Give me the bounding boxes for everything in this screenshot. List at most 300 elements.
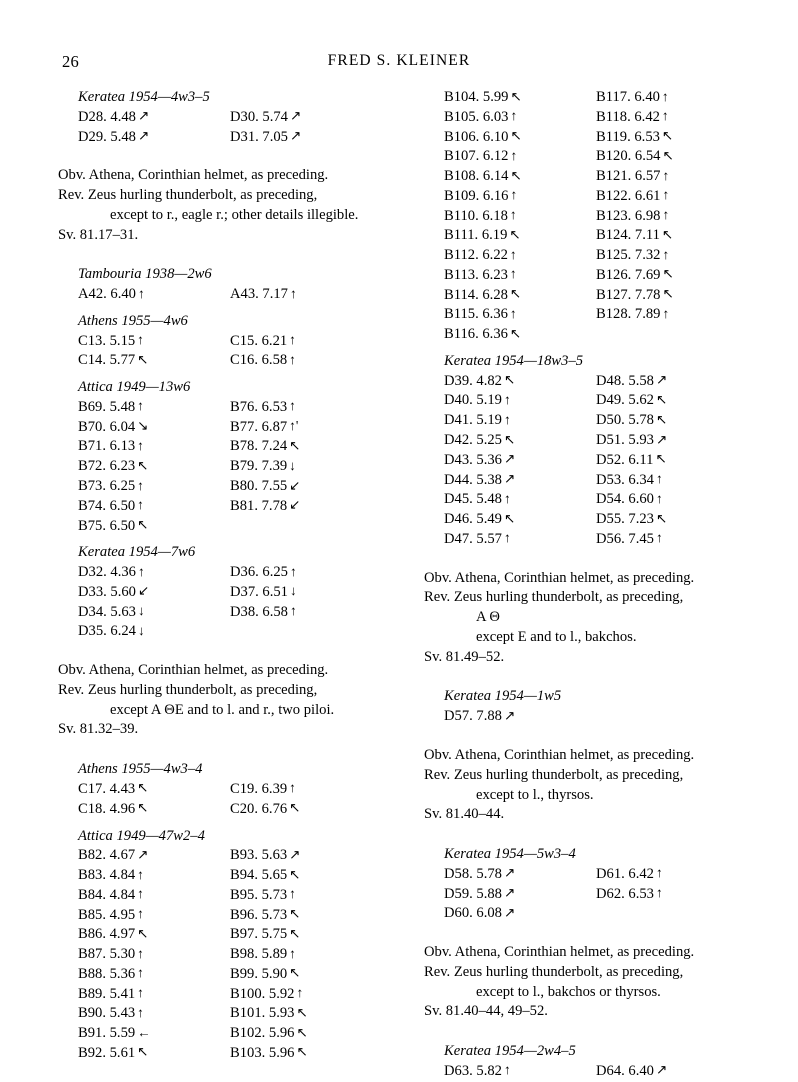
coin-entry-label: D54. 6.60 bbox=[596, 491, 654, 508]
coin-entry bbox=[596, 305, 756, 325]
coin-entry-row bbox=[78, 866, 390, 886]
svoronos-reference: Sv. 81.49–52. bbox=[424, 648, 505, 665]
coin-entry-label: C13. 5.15 bbox=[78, 332, 136, 349]
coin-entry-label: B70. 6.04 bbox=[78, 418, 136, 435]
coin-entry-label: D33. 5.60 bbox=[78, 583, 136, 600]
coin-entry-list bbox=[58, 332, 390, 372]
coin-entry bbox=[78, 925, 230, 945]
reverse-line: Rev. Zeus hurling thunderbolt, as preceding, bbox=[424, 766, 684, 783]
coin-entry-label: B108. 6.14 bbox=[444, 168, 509, 185]
reverse-line: Rev. Zeus hurling thunderbolt, as preceding, bbox=[58, 681, 318, 698]
die-axis-arrow-icon: ↗ bbox=[655, 372, 668, 388]
die-axis-arrow-icon: ↑ bbox=[137, 477, 144, 493]
spacer bbox=[424, 550, 756, 569]
spacer bbox=[58, 245, 390, 258]
coin-entry-row bbox=[444, 865, 756, 885]
die-axis-arrow-icon: ↖ bbox=[137, 517, 149, 533]
coin-entry-label: D38. 6.58 bbox=[230, 603, 288, 620]
die-axis-arrow-icon: ↑ bbox=[289, 398, 296, 414]
coin-entry-row bbox=[78, 1024, 390, 1044]
coin-entry-row bbox=[444, 246, 756, 266]
coin-entry-list bbox=[424, 88, 756, 345]
page-number: 26 bbox=[62, 52, 79, 71]
coin-entry-row bbox=[78, 886, 390, 906]
coin-entry bbox=[230, 1004, 390, 1024]
die-axis-arrow-icon: ↑ bbox=[662, 207, 670, 223]
coin-entry-label: D64. 6.40 bbox=[596, 1062, 654, 1079]
die-axis-arrow-icon: ↑ bbox=[503, 530, 511, 546]
coin-entry-label: B89. 5.41 bbox=[78, 985, 136, 1002]
coin-entry-label: D34. 5.63 bbox=[78, 603, 136, 620]
coin-entry-list bbox=[58, 563, 390, 642]
coin-entry bbox=[78, 866, 230, 886]
coin-entry-label: D41. 5.19 bbox=[444, 412, 502, 429]
die-axis-arrow-icon: ↗ bbox=[503, 471, 516, 487]
die-axis-arrow-icon: ↖ bbox=[137, 780, 149, 796]
die-axis-arrow-icon: ↗ bbox=[137, 846, 149, 862]
coin-entry bbox=[444, 246, 596, 266]
die-axis-arrow-icon: ↙ bbox=[289, 497, 301, 513]
coin-entry-label: B106. 6.10 bbox=[444, 128, 509, 145]
coin-entry-row bbox=[444, 187, 756, 207]
obverse-line: Obv. Athena, Corinthian helmet, as preceding. bbox=[424, 746, 695, 763]
die-axis-arrow-icon: ↖ bbox=[137, 351, 149, 367]
coin-entry-row bbox=[78, 437, 390, 457]
coin-entry-label: B127. 7.78 bbox=[596, 286, 661, 303]
coin-entry-label: D55. 7.23 bbox=[596, 511, 654, 528]
coin-entry-label: D37. 6.51 bbox=[230, 583, 288, 600]
coin-entry bbox=[444, 411, 596, 431]
die-axis-arrow-icon: ↓ bbox=[137, 603, 145, 619]
coin-entry-label: D53. 6.34 bbox=[596, 471, 654, 488]
exception-line: except to l., thyrsos. bbox=[476, 786, 594, 803]
coin-entry-row bbox=[78, 846, 390, 866]
coin-entry-row bbox=[78, 583, 390, 603]
coin-entry bbox=[230, 965, 390, 985]
coin-entry-label: B95. 5.73 bbox=[230, 886, 288, 903]
die-axis-arrow-icon: ↗ bbox=[655, 1062, 668, 1078]
coin-entry bbox=[78, 1044, 230, 1064]
coin-entry bbox=[230, 925, 390, 945]
coin-entry-row bbox=[78, 1004, 390, 1024]
coin-entry bbox=[78, 1024, 230, 1044]
die-axis-arrow-icon: ↑ bbox=[510, 147, 518, 163]
coin-entry bbox=[596, 411, 756, 431]
coin-entry-row bbox=[444, 707, 756, 727]
die-axis-arrow-icon: ↑ bbox=[655, 471, 663, 487]
die-axis-arrow-icon: ↑ bbox=[137, 906, 144, 922]
coin-entry-label: B81. 7.78 bbox=[230, 497, 288, 514]
die-axis-arrow-icon: ↖ bbox=[661, 128, 674, 144]
coin-entry bbox=[78, 285, 230, 305]
coin-entry bbox=[78, 846, 230, 866]
coin-entry-row bbox=[444, 490, 756, 510]
description-note bbox=[424, 569, 756, 668]
coin-entry bbox=[230, 477, 390, 497]
coin-entry-row bbox=[444, 904, 756, 924]
coin-entry bbox=[444, 530, 596, 550]
coin-entry-label: C18. 4.96 bbox=[78, 800, 136, 817]
coin-entry-row bbox=[78, 497, 390, 517]
coin-entry bbox=[596, 510, 756, 530]
coin-entry-label: B72. 6.23 bbox=[78, 458, 136, 475]
die-axis-arrow-icon: ↖ bbox=[296, 1024, 308, 1040]
coin-entry-label: B87. 5.30 bbox=[78, 946, 136, 963]
coin-entry-row bbox=[78, 517, 390, 537]
coin-entry-row bbox=[444, 128, 756, 148]
spacer bbox=[424, 838, 756, 845]
coin-entry-list bbox=[58, 780, 390, 820]
coin-entry-row bbox=[444, 305, 756, 325]
description-note bbox=[58, 661, 390, 740]
coin-entry bbox=[78, 886, 230, 906]
die-axis-arrow-icon: ↗ bbox=[289, 846, 301, 862]
coin-entry bbox=[78, 780, 230, 800]
hoard-group-title: Attica 1949—47w2–4 bbox=[78, 827, 205, 844]
svoronos-reference: Sv. 81.40–44. bbox=[424, 806, 505, 823]
spacer bbox=[424, 345, 756, 352]
svoronos-reference: Sv. 81.40–44, 49–52. bbox=[424, 1003, 548, 1020]
coin-entry-label: B124. 7.11 bbox=[596, 227, 660, 244]
coin-entry bbox=[596, 865, 756, 885]
die-axis-arrow-icon: ↑ bbox=[655, 865, 663, 881]
spacer bbox=[424, 667, 756, 680]
description-note bbox=[424, 746, 756, 825]
obverse-line: Obv. Athena, Corinthian helmet, as preceding. bbox=[424, 569, 695, 586]
coin-entry-label: C14. 5.77 bbox=[78, 352, 136, 369]
coin-entry-label: B73. 6.25 bbox=[78, 478, 136, 495]
hoard-group-title: Athens 1955—4w3–4 bbox=[78, 761, 203, 778]
coin-entry-label: D51. 5.93 bbox=[596, 432, 654, 449]
die-axis-arrow-icon: ↑ bbox=[137, 945, 144, 961]
die-axis-arrow-icon: ↖ bbox=[509, 226, 521, 242]
coin-entry-row bbox=[78, 603, 390, 623]
coin-entry-label: D30. 5.74 bbox=[230, 108, 288, 125]
coin-entry bbox=[78, 497, 230, 517]
coin-entry-label: B119. 6.53 bbox=[596, 128, 660, 145]
die-axis-arrow-icon: ↑ bbox=[137, 563, 145, 579]
coin-entry bbox=[596, 147, 756, 167]
coin-entry-label: D32. 4.36 bbox=[78, 564, 136, 581]
coin-entry bbox=[230, 418, 390, 438]
coin-entry-row bbox=[78, 1044, 390, 1064]
die-axis-arrow-icon: ↑ bbox=[289, 563, 297, 579]
die-axis-arrow-icon: ↖ bbox=[289, 965, 301, 981]
obverse-line: Obv. Athena, Corinthian helmet, as preceding. bbox=[424, 944, 695, 961]
coin-entry-row bbox=[78, 800, 390, 820]
coin-entry bbox=[78, 603, 230, 623]
coin-entry-label: B121. 6.57 bbox=[596, 168, 661, 185]
die-axis-arrow-icon: ↖ bbox=[510, 167, 522, 183]
reverse-line: Rev. Zeus hurling thunderbolt, as preceding, bbox=[424, 589, 684, 606]
die-axis-arrow-icon: ↖ bbox=[289, 866, 301, 882]
die-axis-arrow-icon: ↖ bbox=[661, 226, 674, 242]
die-axis-arrow-icon: ↑ bbox=[289, 886, 296, 902]
die-axis-arrow-icon: ↖ bbox=[509, 286, 522, 302]
die-axis-arrow-icon: ↑ bbox=[509, 266, 517, 282]
coin-entry-label: D43. 5.36 bbox=[444, 451, 502, 468]
spacer bbox=[58, 753, 390, 760]
coin-entry-row bbox=[78, 108, 390, 128]
obverse-line: Obv. Athena, Corinthian helmet, as preceding. bbox=[58, 167, 329, 184]
coin-entry bbox=[444, 167, 596, 187]
die-axis-arrow-icon: ↗ bbox=[503, 904, 516, 920]
coin-entry-label: B91. 5.59 bbox=[78, 1025, 136, 1042]
coin-entry-label: B94. 5.65 bbox=[230, 867, 288, 884]
coin-entry-label: B92. 5.61 bbox=[78, 1044, 136, 1061]
spacer bbox=[58, 536, 390, 543]
coin-entry-label: B100. 5.92 bbox=[230, 985, 295, 1002]
die-axis-arrow-icon: ↖ bbox=[503, 510, 516, 526]
coin-entry-label: A42. 6.40 bbox=[78, 286, 136, 303]
coin-entry-row bbox=[444, 147, 756, 167]
coin-entry-label: D63. 5.82 bbox=[444, 1062, 502, 1079]
coin-entry-label: B82. 4.67 bbox=[78, 847, 136, 864]
die-axis-arrow-icon: ↑ bbox=[289, 285, 297, 301]
die-axis-arrow-icon: ↗ bbox=[503, 451, 516, 467]
coin-entry bbox=[230, 437, 390, 457]
coin-entry-label: D36. 6.25 bbox=[230, 564, 288, 581]
die-axis-arrow-icon: ↑ bbox=[503, 1062, 511, 1078]
coin-entry bbox=[78, 563, 230, 583]
coin-entry bbox=[78, 800, 230, 820]
coin-entry-label: D57. 7.88 bbox=[444, 708, 502, 725]
die-axis-arrow-icon: ↓ bbox=[289, 583, 297, 599]
die-axis-arrow-icon: ↑ bbox=[137, 965, 144, 981]
spacer bbox=[58, 740, 390, 753]
coin-entry-label: B107. 6.12 bbox=[444, 148, 509, 165]
coin-entry-label: C20. 6.76 bbox=[230, 800, 288, 817]
running-head: FRED S. KLEINER bbox=[327, 52, 471, 69]
coin-entry bbox=[596, 904, 756, 924]
coin-entry-label: D50. 5.78 bbox=[596, 412, 654, 429]
coin-entry-row bbox=[444, 431, 756, 451]
coin-entry bbox=[444, 207, 596, 227]
coin-entry-label: B122. 6.61 bbox=[596, 187, 661, 204]
coin-entry bbox=[444, 325, 596, 345]
coin-entry-label: B97. 5.75 bbox=[230, 926, 288, 943]
coin-entry bbox=[230, 603, 390, 623]
hoard-group-title: Keratea 1954—7w6 bbox=[78, 544, 196, 561]
coin-entry bbox=[230, 906, 390, 926]
die-axis-arrow-icon: ↖ bbox=[503, 431, 516, 447]
coin-entry bbox=[78, 351, 230, 371]
die-axis-arrow-icon: ↗ bbox=[289, 108, 302, 124]
coin-entry bbox=[78, 985, 230, 1005]
coin-entry bbox=[230, 332, 390, 352]
coin-entry bbox=[230, 846, 390, 866]
spacer bbox=[58, 305, 390, 312]
coin-entry-label: D40. 5.19 bbox=[444, 392, 502, 409]
coin-entry-label: C15. 6.21 bbox=[230, 332, 288, 349]
coin-entry bbox=[596, 167, 756, 187]
coin-entry bbox=[596, 226, 756, 246]
coin-entry bbox=[444, 226, 596, 246]
die-axis-arrow-icon: ↖ bbox=[655, 451, 667, 467]
coin-entry-label: B76. 6.53 bbox=[230, 398, 288, 415]
die-axis-arrow-icon: ↑ bbox=[289, 780, 296, 796]
coin-entry bbox=[230, 398, 390, 418]
coin-entry-label: B103. 5.96 bbox=[230, 1044, 295, 1061]
coin-entry-row bbox=[78, 351, 390, 371]
coin-entry-row bbox=[444, 207, 756, 227]
die-axis-arrow-icon: ↖ bbox=[137, 925, 149, 941]
reverse-line: Rev. Zeus hurling thunderbolt, as preceding, bbox=[58, 187, 318, 204]
coin-entry-row bbox=[78, 925, 390, 945]
die-axis-arrow-icon: ↑ bbox=[661, 88, 669, 104]
coin-entry bbox=[596, 530, 756, 550]
die-axis-arrow-icon: ↖ bbox=[509, 325, 522, 341]
coin-entry bbox=[78, 945, 230, 965]
coin-entry bbox=[78, 906, 230, 926]
coin-entry-label: B86. 4.97 bbox=[78, 926, 136, 943]
coin-entry-label: B99. 5.90 bbox=[230, 965, 288, 982]
die-axis-arrow-icon: ↖ bbox=[503, 372, 516, 388]
coin-entry-label: D61. 6.42 bbox=[596, 865, 654, 882]
right-column bbox=[424, 88, 756, 1082]
coin-entry bbox=[78, 128, 230, 148]
svoronos-reference: Sv. 81.17–31. bbox=[58, 226, 139, 243]
coin-entry bbox=[596, 885, 756, 905]
coin-entry-label: D58. 5.78 bbox=[444, 865, 502, 882]
coin-entry bbox=[230, 108, 390, 128]
coin-entry-label: B102. 5.96 bbox=[230, 1025, 295, 1042]
coin-entry-row bbox=[444, 451, 756, 471]
coin-entry-list bbox=[424, 865, 756, 924]
coin-entry-label: D59. 5.88 bbox=[444, 885, 502, 902]
die-axis-arrow-icon: ↑ bbox=[510, 187, 518, 203]
hoard-group-title: Attica 1949—13w6 bbox=[78, 379, 191, 396]
coin-entry bbox=[78, 332, 230, 352]
coin-entry-label: B113. 6.23 bbox=[444, 266, 508, 283]
coin-entry-row bbox=[444, 885, 756, 905]
die-axis-arrow-icon: ↙ bbox=[137, 583, 150, 599]
die-axis-arrow-icon: ↖ bbox=[510, 88, 522, 104]
spacer bbox=[424, 680, 756, 687]
coin-entry-label: B93. 5.63 bbox=[230, 847, 288, 864]
spacer bbox=[58, 371, 390, 378]
coin-entry bbox=[444, 128, 596, 148]
coin-entry-row bbox=[78, 285, 390, 305]
coin-entry bbox=[230, 583, 390, 603]
coin-entry-row bbox=[444, 411, 756, 431]
coin-entry-label: D62. 6.53 bbox=[596, 885, 654, 902]
coin-entry-label: B77. 6.87 bbox=[230, 418, 288, 435]
die-axis-arrow-icon: ↑ bbox=[289, 603, 297, 619]
die-axis-arrow-icon: ↗ bbox=[137, 108, 150, 124]
die-axis-arrow-icon: ↖ bbox=[662, 147, 674, 163]
die-axis-arrow-icon: ↑ bbox=[503, 490, 511, 506]
coin-entry-label: B98. 5.89 bbox=[230, 946, 288, 963]
coin-entry-row bbox=[78, 965, 390, 985]
coin-entry-label: B126. 7.69 bbox=[596, 266, 661, 283]
die-axis-arrow-icon: ↖ bbox=[289, 437, 301, 453]
coin-entry-row bbox=[444, 372, 756, 392]
page-header bbox=[58, 48, 740, 82]
die-axis-arrow-icon: ↓ bbox=[137, 622, 145, 638]
hoard-group-title: Tambouria 1938—2w6 bbox=[78, 266, 212, 283]
coin-entry-row bbox=[444, 266, 756, 286]
coin-entry bbox=[230, 1044, 390, 1064]
coin-entry bbox=[444, 885, 596, 905]
monogram-line: A Θ bbox=[476, 609, 500, 626]
die-axis-arrow-icon: ↖ bbox=[296, 1044, 308, 1060]
coin-entry-row bbox=[444, 530, 756, 550]
coin-entry-label: C16. 6.58 bbox=[230, 352, 288, 369]
coin-entry-list bbox=[58, 108, 390, 148]
coin-entry bbox=[596, 207, 756, 227]
coin-entry-label: D52. 6.11 bbox=[596, 451, 654, 468]
die-axis-arrow-icon: ↑ bbox=[503, 411, 511, 427]
description-note bbox=[424, 943, 756, 1022]
coin-entry-label: D28. 4.48 bbox=[78, 108, 136, 125]
coin-entry-label: B78. 7.24 bbox=[230, 438, 288, 455]
coin-entry-row bbox=[78, 780, 390, 800]
die-axis-arrow-icon: ↑ bbox=[509, 207, 517, 223]
coin-entry-row bbox=[78, 945, 390, 965]
coin-entry bbox=[444, 305, 596, 325]
coin-entry-label: B75. 6.50 bbox=[78, 517, 136, 534]
coin-entry-list bbox=[58, 398, 390, 536]
coin-entry bbox=[230, 563, 390, 583]
coin-entry bbox=[444, 510, 596, 530]
exception-line: except to l., bakchos or thyrsos. bbox=[476, 983, 661, 1000]
coin-entry-row bbox=[444, 471, 756, 491]
coin-entry bbox=[78, 418, 230, 438]
die-axis-arrow-icon: ↖ bbox=[662, 266, 674, 282]
coin-entry bbox=[596, 187, 756, 207]
coin-entry bbox=[596, 391, 756, 411]
coin-entry bbox=[596, 246, 756, 266]
die-axis-arrow-icon: ↖ bbox=[655, 391, 668, 407]
die-axis-arrow-icon: ← bbox=[137, 1024, 151, 1040]
die-axis-arrow-icon: ↗ bbox=[655, 431, 668, 447]
coin-entry-row bbox=[444, 286, 756, 306]
coin-entry-list bbox=[424, 372, 756, 550]
coin-entry-label: B105. 6.03 bbox=[444, 108, 509, 125]
die-axis-arrow-icon: ↑ bbox=[296, 985, 304, 1001]
coin-entry-label: B96. 5.73 bbox=[230, 906, 288, 923]
coin-entry bbox=[230, 866, 390, 886]
die-axis-arrow-icon: ↑ bbox=[662, 187, 670, 203]
die-axis-arrow-icon: ↑ bbox=[662, 246, 670, 262]
spacer bbox=[58, 147, 390, 166]
die-axis-arrow-icon: ↑ bbox=[503, 391, 511, 407]
die-axis-arrow-icon: ↑ bbox=[137, 285, 145, 301]
coin-entry bbox=[444, 391, 596, 411]
coin-entry-label: B114. 6.28 bbox=[444, 286, 508, 303]
coin-entry-row bbox=[78, 622, 390, 642]
coin-entry-label: B101. 5.93 bbox=[230, 1005, 295, 1022]
die-axis-arrow-icon: ↗ bbox=[289, 128, 302, 144]
spacer bbox=[58, 820, 390, 827]
coin-entry-label: B110. 6.18 bbox=[444, 207, 508, 224]
coin-entry-label: D42. 5.25 bbox=[444, 432, 502, 449]
coin-entry-label: D47. 5.57 bbox=[444, 530, 502, 547]
coin-entry bbox=[444, 1062, 596, 1082]
die-axis-arrow-icon: ↑ bbox=[655, 530, 663, 546]
coin-entry-label: B109. 6.16 bbox=[444, 187, 509, 204]
coin-entry bbox=[596, 325, 756, 345]
die-axis-arrow-icon: ↑ bbox=[137, 886, 144, 902]
coin-entry-row bbox=[78, 398, 390, 418]
coin-entry-row bbox=[444, 325, 756, 345]
coin-entry bbox=[444, 286, 596, 306]
coin-entry bbox=[596, 88, 756, 108]
spacer bbox=[424, 727, 756, 746]
coin-entry bbox=[444, 147, 596, 167]
coin-entry bbox=[230, 517, 390, 537]
